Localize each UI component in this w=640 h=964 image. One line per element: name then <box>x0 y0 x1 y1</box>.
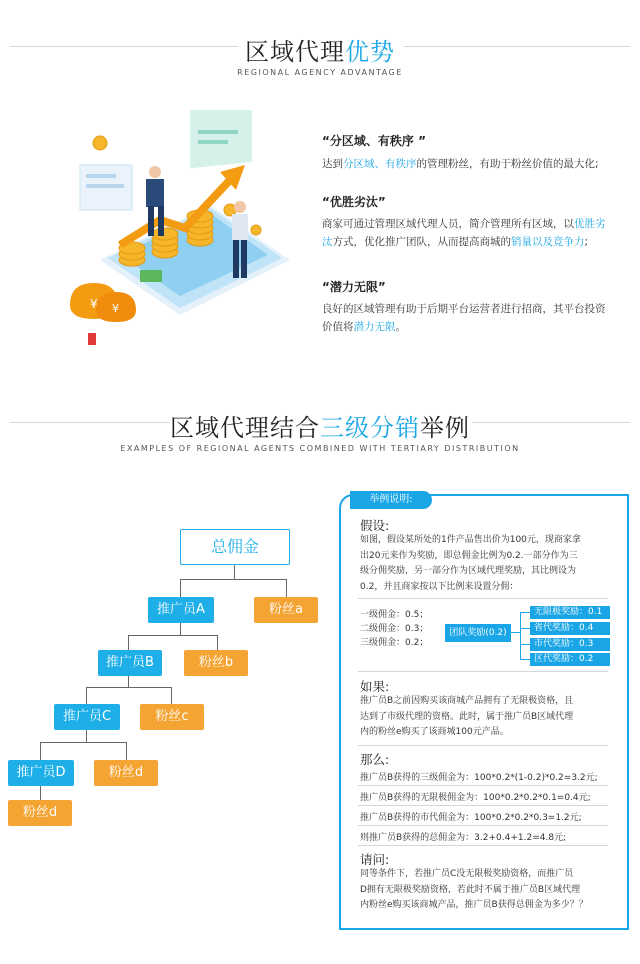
separator <box>358 785 608 786</box>
advantage-text-2: 商家可通过管理区域代理人员，简介管理所有区域，以优胜劣 汰方式，优化推广团队，从而提高商城的销量以及竞争力; <box>322 218 606 248</box>
level-2-commission: 二级佣金：0.3； <box>360 624 429 634</box>
question-text: 同等条件下，若推广员C没无限极奖励资格，而推广员 D拥有无限极奖励资格，若此时不属于推广员B区域代理 内粉丝e购买该商城产品，推广员B获得总佣金为多少？？ <box>360 869 588 910</box>
tree-node-promoter-a: 推广员A <box>148 597 214 623</box>
assume-heading: 假设: <box>360 518 390 533</box>
if-heading: 如果: <box>360 679 390 694</box>
tree-node-fan-b: 粉丝b <box>184 650 248 676</box>
tree-root-total-commission: 总佣金 <box>180 529 290 565</box>
tree-line <box>40 786 41 800</box>
tree-line <box>86 730 87 742</box>
tree-line <box>40 742 41 760</box>
section-subtitle-advantage: REGIONAL AGENCY ADVANTAGE <box>237 68 403 77</box>
bracket-line <box>520 628 530 629</box>
reward-province: 省代奖励：0.4 <box>530 622 610 635</box>
bracket-line <box>520 612 521 660</box>
assume-text: 如图，假设某所处的1件产品售出价为100元，现商家拿 出20元来作为奖励，即总佣金比例为0.2.一部分作为三 级分佣奖励，另一部分作为区域代理奖励，其比例设为 0.2，并且商家按以下比例来设置分佣： <box>360 535 581 592</box>
reward-district: 区代奖励：0.2 <box>530 653 610 666</box>
separator <box>358 598 608 599</box>
tree-line <box>180 579 286 580</box>
bracket-line <box>520 612 530 613</box>
separator <box>358 671 608 672</box>
separator <box>358 805 608 806</box>
tree-node-fan-d-2: 粉丝d <box>8 800 72 826</box>
reward-unlimited: 无限极奖励：0.1 <box>530 606 610 619</box>
tree-line <box>180 623 181 635</box>
level-3-commission: 三级佣金：0.2； <box>360 638 429 648</box>
team-reward-box: 团队奖励(0.2) <box>445 624 511 642</box>
tree-line <box>171 687 172 704</box>
section-title-example: 区域代理结合三级分销举例 <box>170 414 470 442</box>
then-row-1: 推广员B获得的三级佣金为：100*0.2*(1-0.2)*0.2=3.2元; <box>360 773 598 783</box>
tree-node-promoter-d: 推广员D <box>8 760 74 786</box>
advantage-text-1: 达到分区域、有秩序的管理粉丝，有助于粉丝价值的最大化; <box>322 158 599 170</box>
separator <box>358 845 608 846</box>
section-subtitle-example: EXAMPLES OF REGIONAL AGENTS COMBINED WITH TERTIARY DISTRIBUTION <box>120 444 520 453</box>
tree-line <box>217 635 218 650</box>
section-title-advantage: 区域代理优势 <box>245 38 395 66</box>
advantage-text-3: 良好的区域管理有助于后期平台运营者进行招商，其平台投资 价值将潜力无限。 <box>322 303 606 333</box>
then-row-2: 推广员B获得的无限极佣金为：100*0.2*0.2*0.1=0.4元; <box>360 793 591 803</box>
svg-text:¥: ¥ <box>90 297 98 311</box>
example-tag: 举例说明: <box>350 491 432 509</box>
then-row-4: 则推广员B获得的总佣金为：3.2+0.4+1.2=4.8元; <box>360 833 567 843</box>
tree-line <box>86 687 87 704</box>
tree-line <box>128 635 129 650</box>
advantage-heading-1: “分区域、有秩序 ” <box>322 134 426 148</box>
then-heading: 那么: <box>360 752 390 767</box>
bracket-line <box>520 659 530 660</box>
tree-line <box>40 742 126 743</box>
if-text: 推广员B之前因购买该商城产品拥有了无限极资格，且 达到了市级代理的资格。此时，属于推广员B区域代理 内的粉丝e购买了该商城100元产品。 <box>360 696 574 737</box>
separator <box>358 825 608 826</box>
bracket-line <box>520 644 530 645</box>
tree-node-fan-c: 粉丝c <box>140 704 204 730</box>
tree-node-fan-a: 粉丝a <box>254 597 318 623</box>
tree-line <box>180 579 181 597</box>
then-row-3: 推广员B获得的市代佣金为：100*0.2*0.2*0.3=1.2元; <box>360 813 582 823</box>
tree-line <box>286 579 287 597</box>
separator <box>358 745 608 746</box>
tree-line <box>128 635 218 636</box>
advantage-heading-2: “优胜劣汰” <box>322 195 386 209</box>
tree-line <box>126 742 127 760</box>
svg-text:¥: ¥ <box>112 302 119 315</box>
business-growth-illustration <box>60 110 320 350</box>
tree-node-promoter-b: 推广员B <box>98 650 162 676</box>
tree-node-fan-d: 粉丝d <box>94 760 158 786</box>
tree-line <box>234 565 235 579</box>
tree-line <box>128 676 129 687</box>
reward-city: 市代奖励：0.3 <box>530 638 610 651</box>
tree-node-promoter-c: 推广员C <box>54 704 120 730</box>
question-heading: 请问: <box>360 852 390 867</box>
advantage-heading-3: “潜力无限” <box>322 280 386 294</box>
level-1-commission: 一级佣金：0.5； <box>360 610 429 620</box>
tree-line <box>86 687 172 688</box>
